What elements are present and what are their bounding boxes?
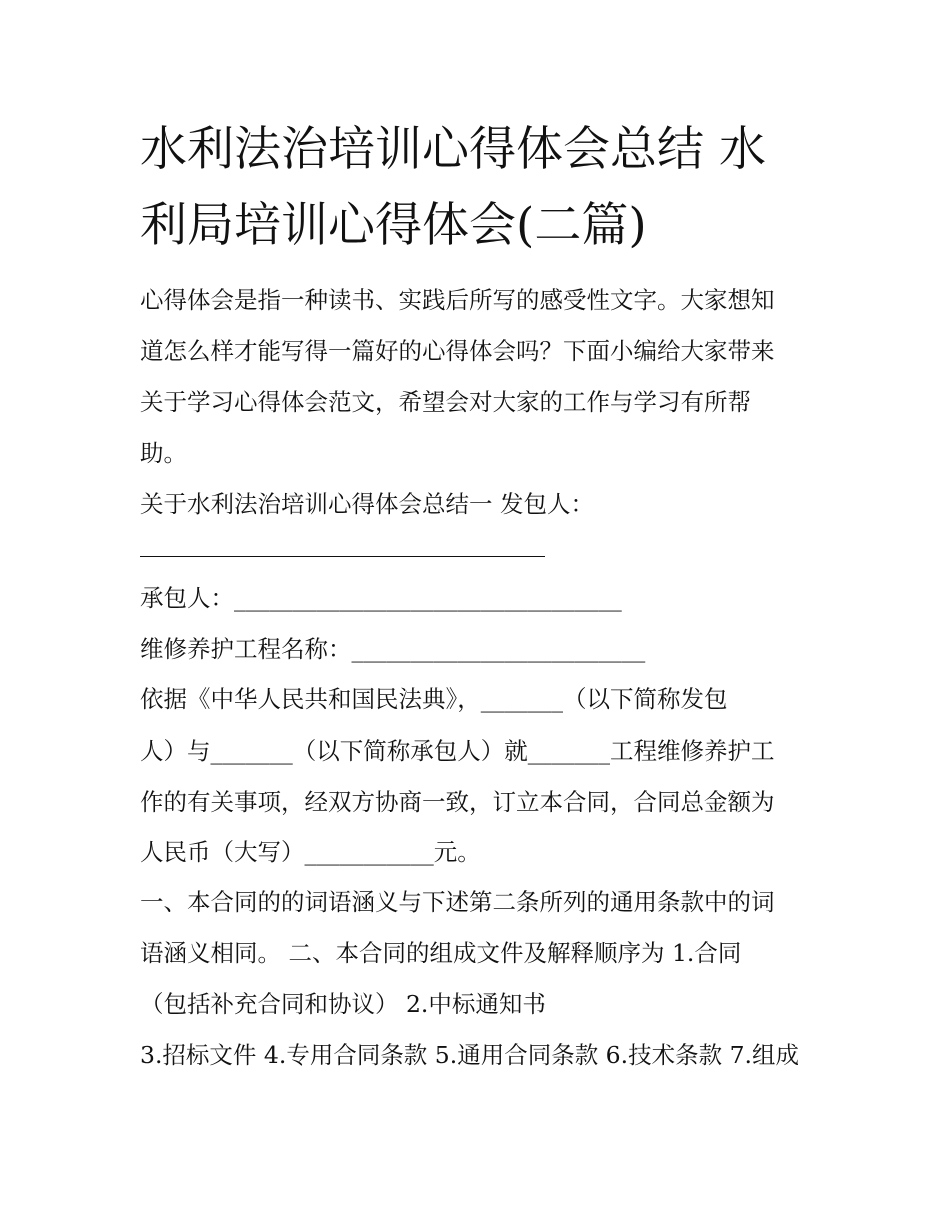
body-line-4: 人民币（大写）___________元。 <box>140 838 481 866</box>
clause-line-2: 语涵义相同。 二、本合同的组成文件及解释顺序为 1.合同 <box>140 939 742 967</box>
employer-blank-underline <box>140 556 545 557</box>
clause-line-3: （包括补充合同和协议） 2.中标通知书 <box>140 990 546 1018</box>
body-line-1: 依据《中华人民共和国民法典》，_______（以下简称发包 <box>140 685 728 713</box>
clause-line-4: 3.招标文件 4.专用合同条款 5.通用合同条款 6.技术条款 7.组成 <box>140 1041 799 1069</box>
intro-line-1: 心得体会是指一种读书、实践后所写的感受性文字。大家想知 <box>140 286 775 314</box>
document-title-line-2: 利局培训心得体会(二篇) <box>140 198 647 253</box>
project-name-line: 维修养护工程名称：_________________________ <box>140 635 646 663</box>
intro-line-2: 道怎么样才能写得一篇好的心得体会吗？下面小编给大家带来 <box>140 337 775 365</box>
body-line-3: 作的有关事项，经双方协商一致，订立本合同，合同总金额为 <box>140 788 775 816</box>
intro-line-3: 关于学习心得体会范文，希望会对大家的工作与学习有所帮 <box>140 388 751 416</box>
intro-line-4: 助。 <box>140 439 187 467</box>
clause-line-1: 一、本合同的的词语涵义与下述第二条所列的通用条款中的词 <box>140 888 775 916</box>
contractor-line: 承包人：_________________________________ <box>140 584 622 612</box>
section-heading-line: 关于水利法治培训心得体会总结一 发包人： <box>140 490 594 518</box>
body-line-2: 人）与_______（以下简称承包人）就_______工程维修养护工 <box>140 737 775 765</box>
document-title-line-1: 水利法治培训心得体会总结 水 <box>140 122 766 177</box>
